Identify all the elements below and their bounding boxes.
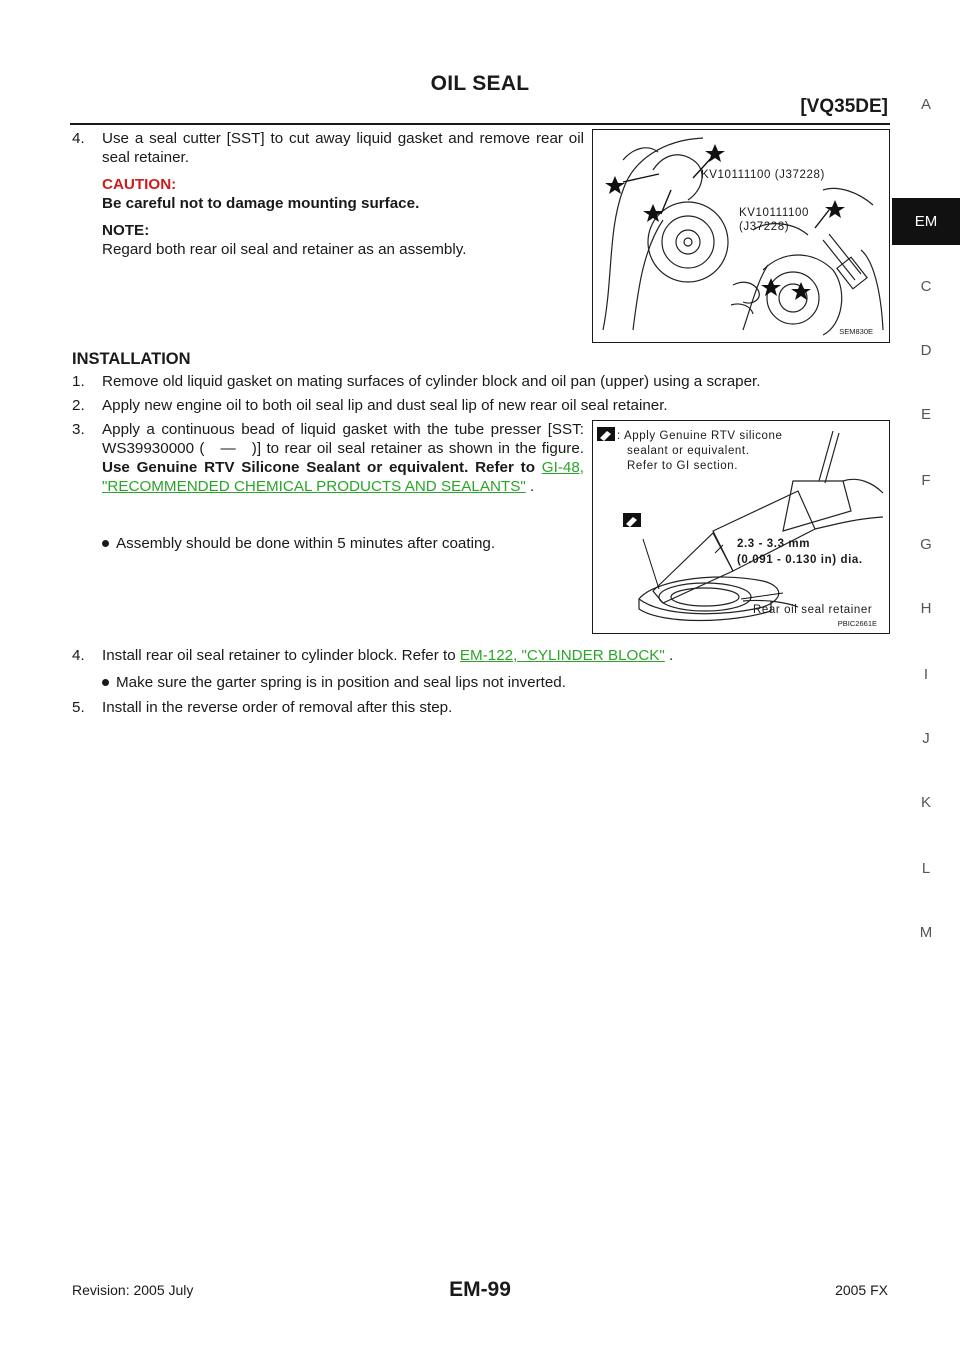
note-label: NOTE: xyxy=(102,222,150,239)
caution-label: CAUTION: xyxy=(102,176,177,193)
install-step-5 xyxy=(72,698,890,717)
side-index-f[interactable]: F xyxy=(921,472,931,489)
figure1-label-2-line2: (J37228) xyxy=(739,221,790,233)
footer-page-number: EM-99 xyxy=(449,1278,511,1301)
step-number: 1. xyxy=(72,373,85,390)
step-text: Remove old liquid gasket on mating surfaces of cylinder block and oil pan (upper) using a scraper. xyxy=(102,373,761,390)
figure1-label-1: KV10111100 (J37228) xyxy=(701,169,825,181)
side-index-d[interactable]: D xyxy=(920,342,932,359)
side-index-i[interactable]: I xyxy=(923,666,929,683)
figure1-label-2-line1: KV10111100 xyxy=(739,207,809,219)
footer-model: 2005 FX xyxy=(835,1282,888,1298)
caution-text: Be careful not to damage mounting surface. xyxy=(102,195,420,212)
step4-bullet xyxy=(102,673,882,692)
install-step-1 xyxy=(72,372,890,391)
step-text: Install rear oil seal retainer to cylinder block. Refer to xyxy=(102,647,460,664)
seal-cutter-figure xyxy=(592,129,890,343)
header-rule xyxy=(70,123,890,125)
bullet-text: Make sure the garter spring is in position and seal lips not inverted. xyxy=(116,674,566,691)
removal-step-4 xyxy=(72,129,584,259)
step-text: Apply new engine oil to both oil seal lip and dust seal lip of new rear oil seal retainer. xyxy=(102,397,668,414)
side-index-em[interactable]: EM xyxy=(892,198,960,245)
step-text: Apply a continuous bead of liquid gasket with the tube presser [SST: WS39930000 ( — )] to rear oil seal retainer as shown in the figure. xyxy=(102,421,584,457)
side-index-k[interactable]: K xyxy=(920,794,931,811)
side-index-e[interactable]: E xyxy=(920,406,931,423)
figure2-legend-line3: Refer to GI section. xyxy=(627,460,739,472)
figure2-legend-line1: : Apply Genuine RTV silicone xyxy=(617,430,783,442)
step-number: 4. xyxy=(72,130,85,147)
footer-revision: Revision: 2005 July xyxy=(72,1282,194,1298)
step-end: . xyxy=(525,478,535,495)
figure2-dim-line2: (0.091 - 0.130 in) dia. xyxy=(737,554,863,566)
bullet-icon xyxy=(102,540,109,547)
install-step-3 xyxy=(72,420,584,496)
sealant-bead-figure xyxy=(592,420,890,634)
step-number: 3. xyxy=(72,421,85,438)
install-step-4 xyxy=(72,646,890,665)
side-index-a[interactable]: A xyxy=(920,96,931,113)
figure2-dim-line1: 2.3 - 3.3 mm xyxy=(737,538,811,550)
side-index-l[interactable]: L xyxy=(921,860,931,877)
step-text: Use a seal cutter [SST] to cut away liquid gasket and remove rear oil seal retainer. xyxy=(102,130,584,166)
bullet-icon xyxy=(102,679,109,686)
model-code: [VQ35DE] xyxy=(800,96,888,117)
step-end: . xyxy=(664,647,674,664)
side-index-c[interactable]: C xyxy=(920,278,932,295)
step-number: 5. xyxy=(72,699,85,716)
installation-heading: INSTALLATION xyxy=(72,350,191,368)
side-index-j[interactable]: J xyxy=(922,730,930,747)
side-index-m[interactable]: M xyxy=(919,924,933,941)
figure2-part-label: Rear oil seal retainer xyxy=(753,604,873,616)
side-index-h[interactable]: H xyxy=(920,600,932,617)
side-index-g[interactable]: G xyxy=(920,536,932,553)
bullet-text: Assembly should be done within 5 minutes after coating. xyxy=(116,535,496,552)
figure1-code: SEM830E xyxy=(839,327,873,336)
step-number: 4. xyxy=(72,647,85,664)
step-number: 2. xyxy=(72,397,85,414)
install-step-2 xyxy=(72,396,890,415)
figure2-legend-line2: sealant or equivalent. xyxy=(627,445,750,457)
gi-48-link[interactable]: GI-48, "RECOMMENDED CHEMICAL PRODUCTS AND SEALANTS" xyxy=(102,459,584,495)
step-emphasis: Use Genuine RTV Silicone Sealant or equivalent. Refer to xyxy=(102,459,536,476)
engine-illustration xyxy=(593,130,889,342)
note-text: Regard both rear oil seal and retainer as an assembly. xyxy=(102,241,467,258)
step-text: Install in the reverse order of removal after this step. xyxy=(102,699,453,716)
page-title: OIL SEAL xyxy=(430,72,530,95)
em-122-link[interactable]: EM-122, "CYLINDER BLOCK" xyxy=(459,647,665,664)
step3-bullet xyxy=(102,534,582,553)
figure2-code: PBIC2661E xyxy=(837,619,877,628)
